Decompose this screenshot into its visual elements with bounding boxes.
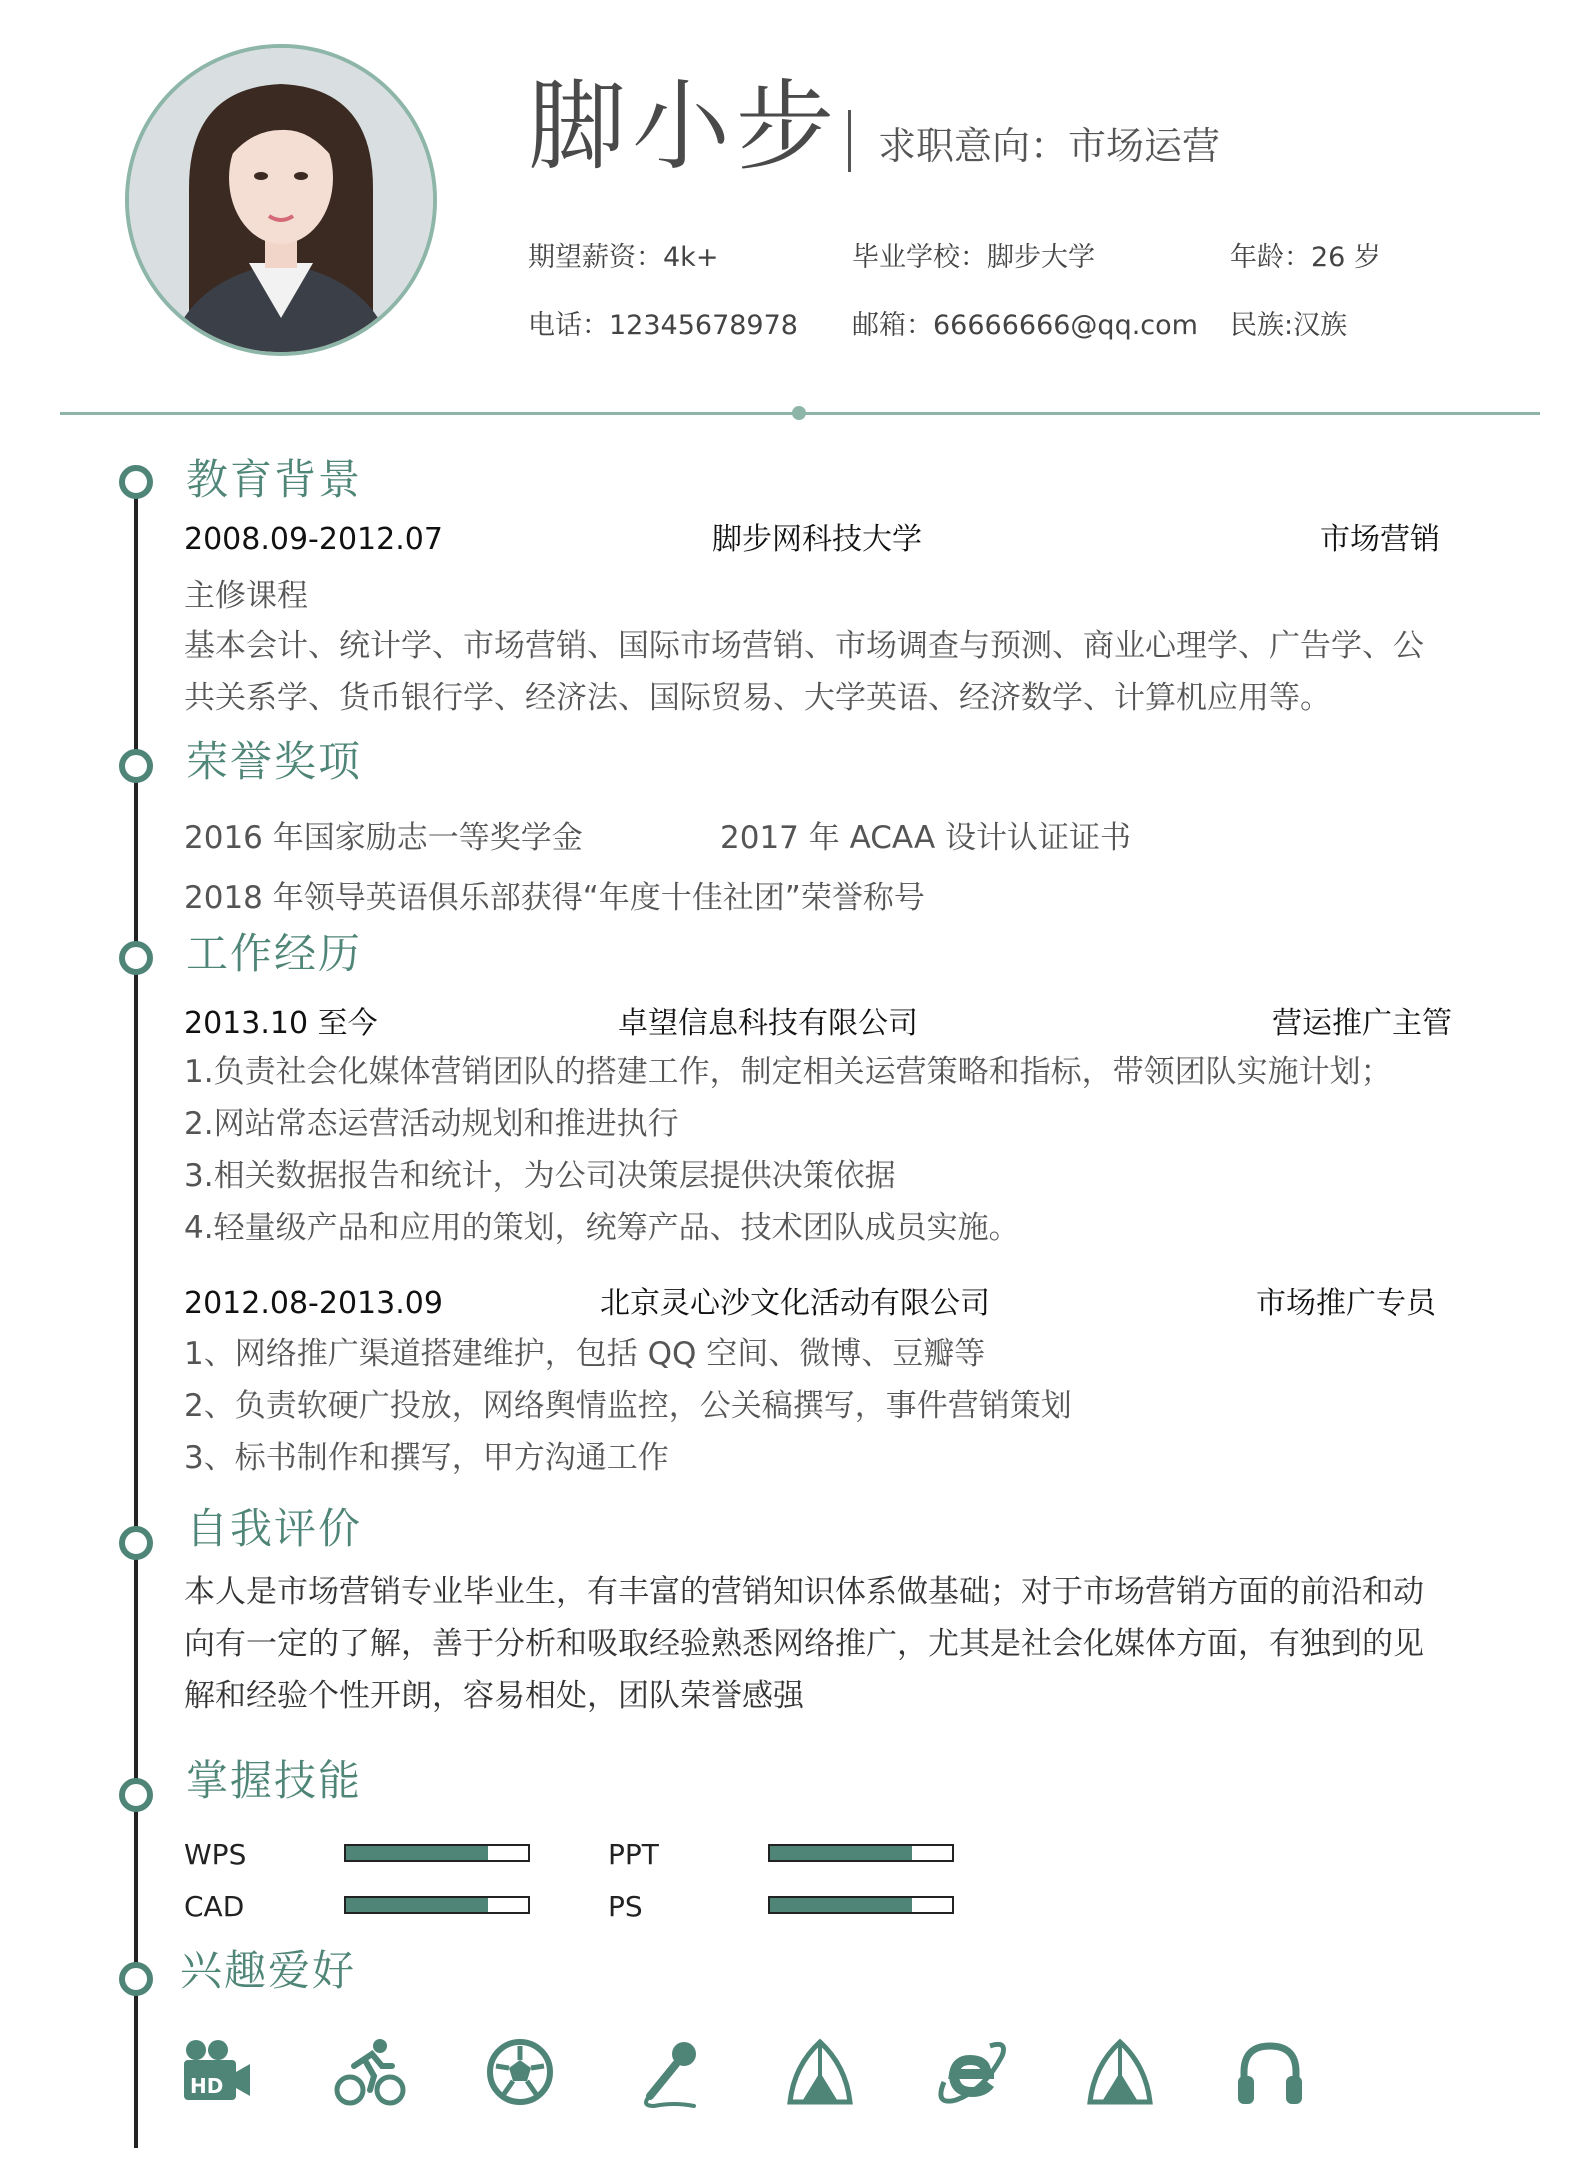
profile-photo [125, 44, 437, 356]
skill-bar [344, 1896, 530, 1914]
education-major: 市场营销 [1320, 522, 1440, 557]
hd-camera-icon [180, 2036, 252, 2108]
skill-name: CAD [184, 1890, 245, 1923]
self-eval-line: 解和经验个性开朗，容易相处，团队荣誉感强 [184, 1678, 804, 1714]
headphones-icon [1234, 2036, 1306, 2108]
timeline-node-honors [119, 749, 153, 783]
skill-name: PPT [608, 1838, 659, 1871]
candidate-name: 脚小步 [528, 70, 841, 184]
job-period: 2013.10 至今 [184, 1006, 378, 1041]
job-position: 市场推广专员 [1256, 1286, 1436, 1321]
internet-explorer-icon [934, 2036, 1006, 2108]
skill-bar [768, 1896, 954, 1914]
skill-name: WPS [184, 1838, 247, 1871]
info-salary: 期望薪资：4k+ [528, 242, 719, 273]
cycling-icon [334, 2036, 406, 2108]
honor-item: 2016 年国家励志一等奖学金 [184, 820, 583, 856]
job-duty: 3.相关数据报告和统计，为公司决策层提供决策依据 [184, 1158, 896, 1194]
section-title-hobbies: 兴趣爱好 [180, 1946, 357, 1995]
job-duty: 1、网络推广渠道搭建维护，包括 QQ 空间、微博、豆瓣等 [184, 1336, 986, 1372]
job-period: 2012.08-2013.09 [184, 1286, 443, 1321]
info-ethnicity: 民族:汉族 [1230, 310, 1348, 341]
skill-bar [768, 1844, 954, 1862]
tent-icon [784, 2036, 856, 2108]
timeline-node-self-eval [119, 1526, 153, 1560]
job-duty: 4.轻量级产品和应用的策划，统筹产品、技术团队成员实施。 [184, 1210, 1020, 1246]
section-title-work: 工作经历 [186, 929, 363, 978]
timeline-node-education [119, 465, 153, 499]
job-intent: 求职意向：市场运营 [878, 124, 1221, 168]
skill-bar [344, 1844, 530, 1862]
honor-item: 2018 年领导英语俱乐部获得“年度十佳社团”荣誉称号 [184, 880, 925, 916]
education-period: 2008.09-2012.07 [184, 522, 443, 557]
section-title-honors: 荣誉奖项 [186, 737, 363, 786]
job-company: 卓望信息科技有限公司 [618, 1006, 918, 1041]
info-email: 邮箱：66666666@qq.com [852, 310, 1198, 341]
microphone-icon [634, 2036, 706, 2108]
courses-line: 基本会计、统计学、市场营销、国际市场营销、市场调查与预测、商业心理学、广告学、公 [184, 628, 1424, 664]
soccer-icon [484, 2036, 556, 2108]
job-duty: 2、负责软硬广投放，网络舆情监控，公关稿撰写，事件营销策划 [184, 1388, 1072, 1424]
timeline-node-hobbies [119, 1962, 153, 1996]
section-title-skills: 掌握技能 [186, 1756, 363, 1805]
job-duty: 2.网站常态运营活动规划和推进执行 [184, 1106, 679, 1142]
header-divider-dot [792, 406, 806, 420]
self-eval-line: 向有一定的了解，善于分析和吸取经验熟悉网络推广，尤其是社会化媒体方面，有独到的见 [184, 1626, 1424, 1662]
courses-line: 共关系学、货币银行学、经济法、国际贸易、大学英语、经济数学、计算机应用等。 [184, 680, 1331, 716]
info-school: 毕业学校：脚步大学 [852, 242, 1095, 273]
education-school: 脚步网科技大学 [712, 522, 922, 557]
skill-name: PS [608, 1890, 643, 1923]
section-title-education: 教育背景 [186, 455, 363, 504]
tent-icon [1084, 2036, 1156, 2108]
job-duty: 1.负责社会化媒体营销团队的搭建工作，制定相关运营策略和指标，带领团队实施计划； [184, 1054, 1392, 1090]
section-title-self-eval: 自我评价 [186, 1504, 363, 1553]
timeline-node-skills [119, 1778, 153, 1812]
courses-label: 主修课程 [184, 578, 308, 614]
self-eval-line: 本人是市场营销专业毕业生，有丰富的营销知识体系做基础；对于市场营销方面的前沿和动 [184, 1574, 1424, 1610]
job-duty: 3、标书制作和撰写，甲方沟通工作 [184, 1440, 669, 1476]
timeline-line [134, 478, 138, 2148]
job-position: 营运推广主管 [1272, 1006, 1452, 1041]
job-company: 北京灵心沙文化活动有限公司 [600, 1286, 990, 1321]
svg-text:HD: HD [190, 2074, 224, 2098]
honor-item: 2017 年 ACAA 设计认证证书 [720, 820, 1132, 856]
info-phone: 电话：12345678978 [528, 310, 798, 341]
timeline-node-work [119, 941, 153, 975]
info-age: 年龄：26 岁 [1230, 242, 1381, 273]
name-divider [848, 110, 851, 172]
